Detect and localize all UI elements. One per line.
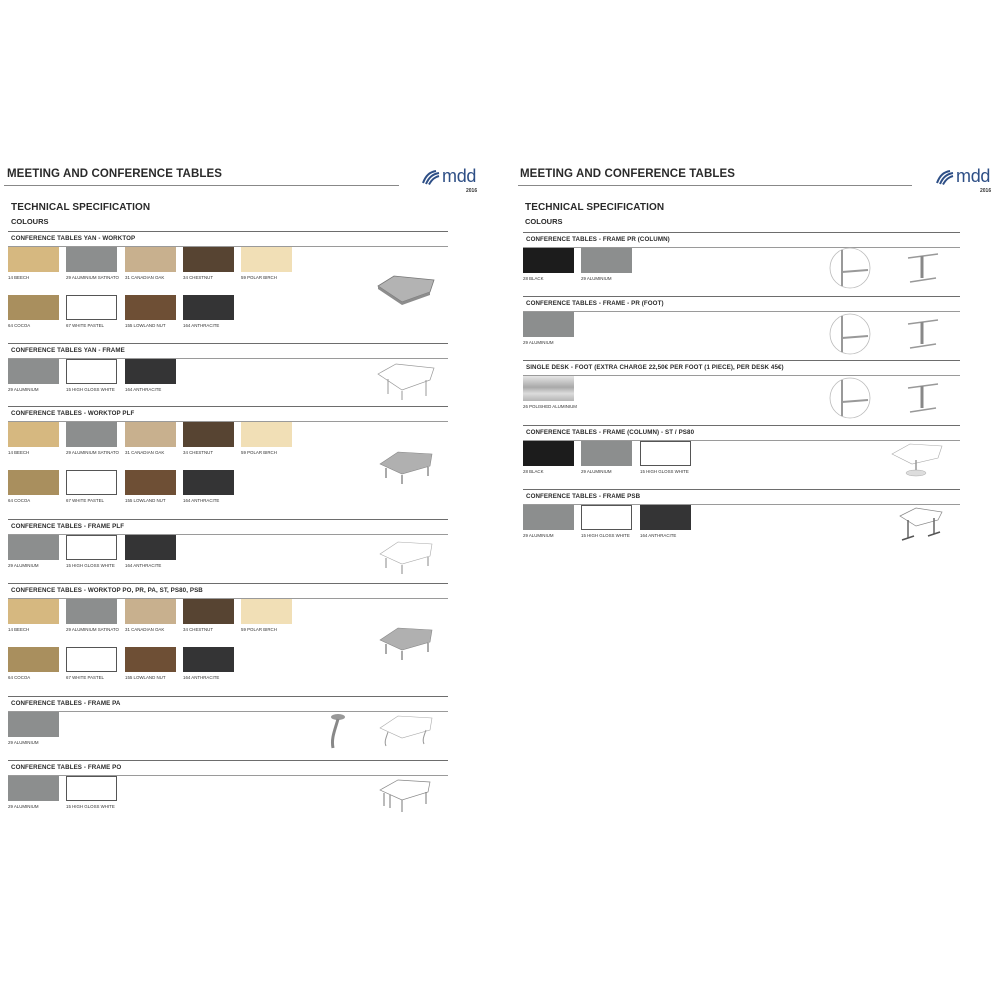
colour-swatch-28-black: [523, 441, 574, 466]
swatch-label: 15 HIGH GLOSS WHITE: [581, 533, 630, 538]
swatch-label: 29 ALUMINIUM: [523, 533, 554, 538]
swatch-label: 64 COCOA: [8, 675, 31, 680]
spec-section-conference-tables-frame-po: [8, 760, 448, 809]
swatch-label: 28 BLACK: [523, 276, 544, 281]
section-title: CONFERENCE TABLES - WORKTOP PO, PR, PA, ST, PS80, PSB: [11, 587, 203, 594]
colour-swatch-15-high-gloss-white: [66, 359, 117, 384]
single-desk-detail-icon: [828, 376, 872, 420]
page-title: MEETING AND CONFERENCE TABLES: [520, 168, 736, 180]
colour-swatch-31-canadian-oak: [125, 247, 176, 272]
swatch-label: 29 ALUMINIUM SATINATO: [66, 450, 119, 455]
swatch-label: 67 WHITE PASTEL: [66, 675, 104, 680]
swatch-label: 155 LOWLAND NUT: [125, 498, 166, 503]
title-rule: [518, 185, 912, 186]
swatch-label: 28 BLACK: [523, 469, 544, 474]
swatch-label: 64 COCOA: [8, 498, 31, 503]
swatch-label: 34 CHESTNUT: [183, 450, 214, 455]
swatch-label: 15 HIGH GLOSS WHITE: [66, 804, 115, 809]
swatch-label: 29 ALUMINIUM: [8, 387, 39, 392]
spec-section-conference-tables-worktop-po-pr-pa-st-ps: [8, 583, 448, 680]
colour-swatch-164-anthracite: [183, 647, 234, 672]
spec-section-conference-tables-frame-column-st-ps80: [523, 425, 960, 474]
colour-swatch-164-anthracite: [183, 295, 234, 320]
colour-swatch-59-polar-birch: [241, 247, 292, 272]
spec-section-conference-tables-yan-worktop: [8, 231, 448, 328]
colour-swatch-29-aluminium: [8, 359, 59, 384]
colour-swatch-14-beech: [8, 599, 59, 624]
colour-swatch-67-white-pastel: [66, 295, 117, 320]
pa-frame-illustration: [376, 712, 436, 752]
colour-swatch-29-aluminium: [8, 712, 59, 737]
swatch-label: 29 ALUMINIUM: [523, 340, 554, 345]
section-subtitle: TECHNICAL SPECIFICATION: [525, 202, 665, 213]
logo-text: mdd: [956, 166, 991, 186]
spec-section-conference-tables-frame-pa: [8, 696, 448, 745]
title-rule: [4, 185, 399, 186]
pr-column-detail-icon: [828, 246, 872, 290]
swatch-label: 164 ANTHRACITE: [640, 533, 677, 538]
section-title: CONFERENCE TABLES - WORKTOP PLF: [11, 410, 135, 417]
mdd-logo: [422, 166, 476, 187]
section-title: CONFERENCE TABLES - FRAME PR (COLUMN): [526, 236, 670, 243]
colours-heading: COLOURS: [11, 217, 49, 226]
po-worktop-illustration: [376, 624, 436, 662]
po-frame-illustration: [376, 776, 436, 814]
section-title: CONFERENCE TABLES - FRAME PSB: [526, 493, 641, 500]
swatch-label: 15 HIGH GLOSS WHITE: [640, 469, 689, 474]
swatch-label: 59 POLAR BIRCH: [241, 275, 277, 280]
colour-swatch-29-aluminium: [8, 776, 59, 801]
swatch-label: 31 CANADIAN OAK: [125, 627, 165, 632]
section-title: CONFERENCE TABLES YAN - FRAME: [11, 347, 125, 354]
colour-swatch-29-aluminium: [581, 441, 632, 466]
swatch-label: 67 WHITE PASTEL: [66, 498, 104, 503]
colour-swatch-15-high-gloss-white: [640, 441, 691, 466]
swatch-label: 29 ALUMINIUM: [8, 563, 39, 568]
pa-leg-illustration: [326, 712, 350, 752]
section-title: CONFERENCE TABLES - FRAME - PR (FOOT): [526, 300, 664, 307]
yan-frame-illustration: [374, 360, 438, 402]
colour-swatch-164-anthracite: [125, 535, 176, 560]
colours-heading: COLOURS: [525, 217, 563, 226]
swatch-label: 29 ALUMINIUM SATINATO: [66, 275, 119, 280]
spec-section-conference-tables-frame-pr-foot: [523, 296, 960, 345]
swatch-label: 164 ANTHRACITE: [183, 675, 220, 680]
plf-frame-illustration: [376, 538, 436, 576]
swatch-label: 34 CHESTNUT: [183, 627, 214, 632]
swatch-label: 31 CANADIAN OAK: [125, 450, 165, 455]
colour-swatch-59-polar-birch: [241, 599, 292, 624]
swatch-label: 64 COCOA: [8, 323, 31, 328]
swatch-label: 29 ALUMINIUM: [8, 804, 39, 809]
colour-swatch-67-white-pastel: [66, 647, 117, 672]
colour-swatch-164-anthracite: [640, 505, 691, 530]
single-desk-illustration: [906, 380, 940, 416]
colour-swatch-14-beech: [8, 247, 59, 272]
spec-section-conference-tables-worktop-plf: [8, 406, 448, 503]
swatch-label: 59 POLAR BIRCH: [241, 627, 277, 632]
swatch-label: 164 ANTHRACITE: [183, 498, 220, 503]
section-title-rule: [523, 311, 960, 312]
section-title-rule: [523, 375, 960, 376]
colour-swatch-26-polished-aluminium: [523, 376, 574, 401]
pr-foot-detail-icon: [828, 312, 872, 356]
swatch-label: 29 ALUMINIUM SATINATO: [66, 627, 119, 632]
spec-section-conference-tables-frame-psb: [523, 489, 960, 538]
swatch-label: 59 POLAR BIRCH: [241, 450, 277, 455]
section-title: CONFERENCE TABLES YAN - WORKTOP: [11, 235, 136, 242]
swatch-label: 15 HIGH GLOSS WHITE: [66, 563, 115, 568]
pr-foot-illustration: [906, 316, 940, 352]
colour-swatch-29-aluminium-satinato: [66, 422, 117, 447]
colour-swatch-29-aluminium: [8, 535, 59, 560]
colour-swatch-29-aluminium: [523, 312, 574, 337]
section-title: CONFERENCE TABLES - FRAME PO: [11, 764, 122, 771]
swatch-label: 29 ALUMINIUM: [8, 740, 39, 745]
swatch-label: 29 ALUMINIUM: [581, 469, 612, 474]
pr-column-illustration: [906, 250, 940, 286]
colour-swatch-29-aluminium: [523, 505, 574, 530]
spec-section-conference-tables-frame-pr-column: [523, 232, 960, 281]
page-title: MEETING AND CONFERENCE TABLES: [7, 168, 223, 180]
spec-section-conference-tables-frame-plf: [8, 519, 448, 568]
colour-swatch-29-aluminium-satinato: [66, 599, 117, 624]
swatch-label: 34 CHESTNUT: [183, 275, 214, 280]
colour-swatch-15-high-gloss-white: [66, 776, 117, 801]
swatch-label: 155 LOWLAND NUT: [125, 675, 166, 680]
mdd-logo: [936, 166, 990, 187]
plf-worktop-illustration: [376, 448, 436, 486]
colour-swatch-64-cocoa: [8, 647, 59, 672]
colour-swatch-34-chestnut: [183, 599, 234, 624]
catalogue-year: 2016: [466, 188, 478, 194]
colour-swatch-155-lowland-nut: [125, 647, 176, 672]
section-subtitle: TECHNICAL SPECIFICATION: [11, 202, 151, 213]
colour-swatch-29-aluminium-satinato: [66, 247, 117, 272]
yan-worktop-illustration: [374, 272, 438, 308]
swatch-label: 164 ANTHRACITE: [183, 323, 220, 328]
colour-swatch-64-cocoa: [8, 295, 59, 320]
swatch-label: 164 ANTHRACITE: [125, 563, 162, 568]
section-title: CONFERENCE TABLES - FRAME PA: [11, 700, 121, 707]
swatch-label: 67 WHITE PASTEL: [66, 323, 104, 328]
swatch-label: 14 BEECH: [8, 450, 30, 455]
section-title: SINGLE DESK - FOOT (EXTRA CHARGE 22,50€ PER FOOT (1 PIECE), PER DESK 45€): [526, 364, 784, 371]
colour-swatch-34-chestnut: [183, 247, 234, 272]
colour-swatch-31-canadian-oak: [125, 422, 176, 447]
st-ps80-illustration: [888, 440, 946, 480]
colour-swatch-59-polar-birch: [241, 422, 292, 447]
swatch-label: 31 CANADIAN OAK: [125, 275, 165, 280]
section-title: CONFERENCE TABLES - FRAME PLF: [11, 523, 125, 530]
colour-swatch-155-lowland-nut: [125, 295, 176, 320]
colour-swatch-164-anthracite: [183, 470, 234, 495]
colour-swatch-15-high-gloss-white: [66, 535, 117, 560]
swatch-label: 155 LOWLAND NUT: [125, 323, 166, 328]
swatch-label: 164 ANTHRACITE: [125, 387, 162, 392]
catalogue-year: 2016: [980, 188, 992, 194]
colour-swatch-14-beech: [8, 422, 59, 447]
swatch-label: 29 ALUMINIUM: [581, 276, 612, 281]
colour-swatch-164-anthracite: [125, 359, 176, 384]
colour-swatch-34-chestnut: [183, 422, 234, 447]
mdd-logo-icon: [422, 169, 440, 185]
colour-swatch-28-black: [523, 248, 574, 273]
swatch-label: 14 BEECH: [8, 627, 30, 632]
colour-swatch-29-aluminium: [581, 248, 632, 273]
mdd-logo-icon: [936, 169, 954, 185]
swatch-label: 26 POLISHED ALUMINIUM: [523, 404, 577, 409]
swatch-label: 15 HIGH GLOSS WHITE: [66, 387, 115, 392]
section-title: CONFERENCE TABLES - FRAME (COLUMN) - ST / PS80: [526, 429, 695, 436]
colour-swatch-31-canadian-oak: [125, 599, 176, 624]
colour-swatch-67-white-pastel: [66, 470, 117, 495]
colour-swatch-155-lowland-nut: [125, 470, 176, 495]
spec-section-single-desk-foot-extra-charge-22-50-per-: [523, 360, 960, 409]
swatch-label: 14 BEECH: [8, 275, 30, 280]
logo-text: mdd: [442, 166, 477, 186]
colour-swatch-64-cocoa: [8, 470, 59, 495]
colour-swatch-15-high-gloss-white: [581, 505, 632, 530]
spec-section-conference-tables-yan-frame: [8, 343, 448, 392]
psb-illustration: [896, 504, 946, 546]
